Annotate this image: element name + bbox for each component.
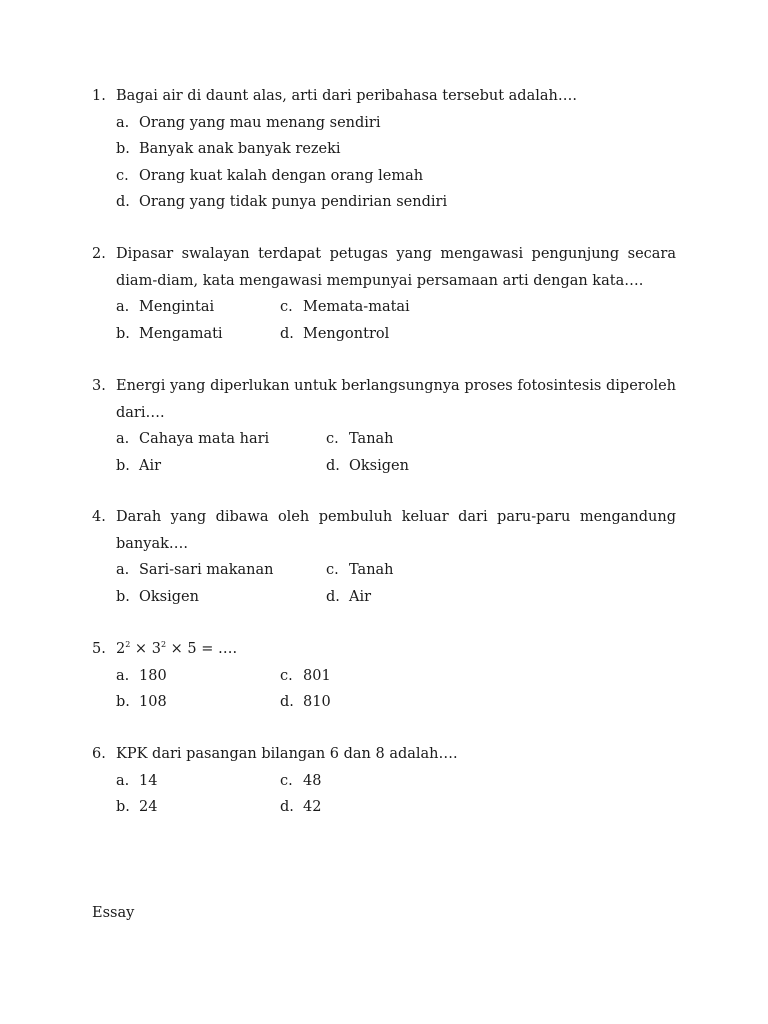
question-number: 1. (92, 88, 106, 104)
option-text: Orang yang tidak punya pendirian sendiri (139, 194, 448, 210)
math-expression (116, 636, 676, 663)
option-letter: d. (280, 799, 294, 815)
option-text: Air (139, 457, 162, 474)
option-list (116, 557, 676, 610)
question-1 (92, 83, 676, 216)
option-letter: a. (116, 299, 130, 315)
option-letter: a. (116, 562, 130, 578)
option-letter: b. (116, 799, 130, 815)
expr-rest: × 5 = …. (166, 641, 238, 657)
option-letter: b. (116, 141, 130, 157)
option-list (116, 768, 676, 821)
option-text: Oksigen (349, 457, 409, 474)
question-text: Darah yang dibawa oleh pembuluh keluar dari paru-paru mengandung banyak…. (116, 509, 676, 552)
essay-heading: Essay (92, 905, 135, 921)
option-letter: d. (116, 194, 130, 210)
expr-exponent: 2 (160, 640, 167, 650)
option-letter: c. (280, 667, 293, 684)
option-text: 14 (139, 772, 158, 789)
expr-base: 2 (116, 641, 126, 657)
option-letter: d. (326, 588, 340, 605)
option-letter: c. (326, 431, 339, 447)
option-text: Mengamati (139, 325, 223, 342)
option-list (116, 663, 676, 716)
option-text: 24 (139, 799, 158, 815)
option-list (116, 110, 676, 216)
option-text: 801 (303, 667, 331, 684)
option-letter: a. (116, 431, 130, 447)
option-letter: b. (116, 457, 130, 474)
option-letter: c. (116, 167, 129, 184)
question-number: 4. (92, 509, 106, 525)
option-text: Orang yang mau menang sendiri (139, 114, 381, 131)
option-letter: a. (116, 114, 130, 131)
option-text: Mengintai (139, 299, 215, 315)
option-text: Orang kuat kalah dengan orang lemah (139, 167, 424, 184)
question-2 (92, 241, 676, 347)
question-text: KPK dari pasangan bilangan 6 dan 8 adalah…. (116, 746, 458, 762)
expr-times: × (130, 641, 152, 657)
option-text: Tanah (349, 431, 394, 447)
option-letter: c. (280, 299, 293, 315)
option-text: 810 (303, 694, 331, 710)
question-text: Energi yang diperlukan untuk berlangsungnya proses fotosintesis diperoleh dari…. (116, 378, 676, 421)
option-list (116, 294, 676, 347)
expr-base: 3 (151, 641, 161, 657)
option-text: 180 (139, 667, 167, 684)
option-letter: a. (116, 667, 130, 684)
option-text: Mengontrol (303, 325, 390, 342)
question-number: 5. (92, 641, 106, 657)
option-text: Tanah (349, 562, 394, 578)
question-text: Dipasar swalayan terdapat petugas yang mengawasi pengunjung secara diam-diam, kata mengawasi mempunyai persamaan arti dengan kata…. (116, 246, 676, 289)
option-text: Air (349, 588, 372, 605)
option-letter: b. (116, 694, 130, 710)
option-text: Memata-matai (303, 299, 410, 315)
option-text: Banyak anak banyak rezeki (139, 141, 341, 157)
question-3 (92, 373, 676, 479)
option-letter: d. (280, 694, 294, 710)
question-number: 2. (92, 246, 106, 262)
question-number: 6. (92, 746, 106, 762)
option-list (116, 426, 676, 479)
option-letter: c. (326, 562, 339, 578)
option-text: 42 (303, 799, 322, 815)
option-letter: c. (280, 772, 293, 789)
option-text: 108 (139, 694, 167, 710)
option-text: 48 (303, 772, 322, 789)
option-letter: d. (280, 325, 294, 342)
option-letter: b. (116, 588, 130, 605)
option-letter: a. (116, 772, 130, 789)
question-6 (92, 741, 676, 821)
question-4 (92, 504, 676, 610)
option-letter: b. (116, 325, 130, 342)
option-letter: d. (326, 457, 340, 474)
option-text: Sari-sari makanan (139, 562, 274, 578)
question-5 (92, 636, 676, 716)
expr-exponent: 2 (125, 640, 131, 650)
question-text: Bagai air di daunt alas, arti dari peribahasa tersebut adalah…. (116, 88, 577, 104)
option-text: Oksigen (139, 588, 199, 605)
option-text: Cahaya mata hari (139, 431, 270, 447)
question-number: 3. (92, 378, 106, 394)
